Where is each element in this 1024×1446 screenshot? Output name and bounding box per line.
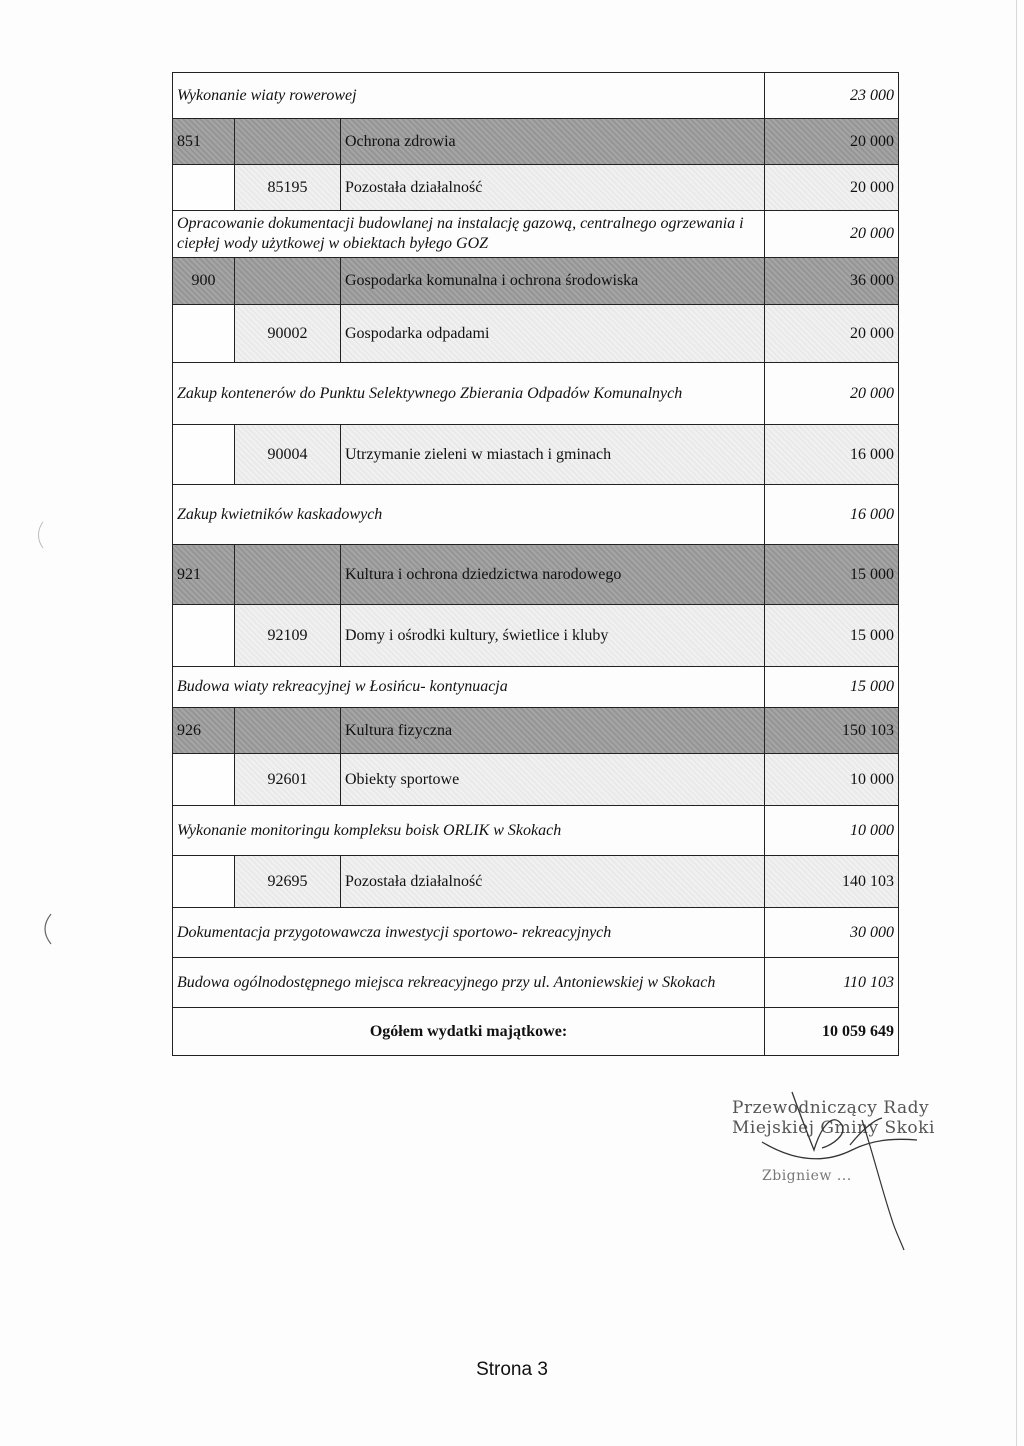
task-row [173, 363, 899, 425]
sub-name: Gospodarka odpadami [341, 305, 765, 363]
sub-amount: 20 000 [765, 305, 899, 363]
task-row [173, 806, 899, 856]
task-amount: 10 000 [765, 806, 899, 856]
section-code: 900 [173, 258, 235, 305]
sub-name: Utrzymanie zieleni w miastach i gminach [341, 425, 765, 485]
sub-amount: 140 103 [765, 856, 899, 908]
section-spacer [235, 545, 341, 605]
sub-spacer [173, 605, 235, 667]
section-name: Ochrona zdrowia [341, 119, 765, 165]
task-description: Zakup kontenerów do Punktu Selektywnego Zbierania Odpadów Komunalnych [173, 363, 765, 425]
task-row [173, 211, 899, 258]
scan-edge-line [1016, 0, 1017, 1446]
subsection-row [173, 605, 899, 667]
task-description: Wykonanie wiaty rowerowej [173, 73, 765, 119]
task-row [173, 667, 899, 708]
sub-code: 92695 [235, 856, 341, 908]
sub-code: 90002 [235, 305, 341, 363]
task-row [173, 958, 899, 1008]
section-code: 851 [173, 119, 235, 165]
sub-spacer [173, 754, 235, 806]
section-spacer [235, 119, 341, 165]
task-description: Dokumentacja przygotowawcza inwestycji sportowo- rekreacyjnych [173, 908, 765, 958]
sub-code: 85195 [235, 165, 341, 211]
section-row [173, 119, 899, 165]
total-amount: 10 059 649 [765, 1008, 899, 1056]
section-row [173, 545, 899, 605]
handwritten-signature [732, 1090, 932, 1260]
subsection-row [173, 856, 899, 908]
total-row [173, 1008, 899, 1056]
task-amount: 20 000 [765, 211, 899, 258]
task-description: Wykonanie monitoringu kompleksu boisk ORLIK w Skokach [173, 806, 765, 856]
section-amount: 15 000 [765, 545, 899, 605]
sub-amount: 20 000 [765, 165, 899, 211]
task-amount: 15 000 [765, 667, 899, 708]
stamp-council-line: Miejskiej Gminy Skoki [732, 1118, 935, 1138]
sub-name: Pozostała działalność [341, 165, 765, 211]
sub-code: 92601 [235, 754, 341, 806]
subsection-row [173, 425, 899, 485]
subsection-row [173, 305, 899, 363]
margin-mark [34, 520, 46, 550]
section-amount: 20 000 [765, 119, 899, 165]
section-name: Kultura i ochrona dziedzictwa narodowego [341, 545, 765, 605]
sub-spacer [173, 165, 235, 211]
section-spacer [235, 258, 341, 305]
sub-name: Domy i ośrodki kultury, świetlice i kluby [341, 605, 765, 667]
sub-amount: 16 000 [765, 425, 899, 485]
section-amount: 36 000 [765, 258, 899, 305]
stamp-title-line: Przewodniczący Rady [732, 1098, 930, 1118]
margin-mark [40, 912, 54, 946]
sub-code: 90004 [235, 425, 341, 485]
sub-amount: 15 000 [765, 605, 899, 667]
task-row [173, 73, 899, 119]
sub-spacer [173, 305, 235, 363]
section-name: Kultura fizyczna [341, 708, 765, 754]
task-row [173, 908, 899, 958]
sub-name: Obiekty sportowe [341, 754, 765, 806]
task-amount: 30 000 [765, 908, 899, 958]
section-amount: 150 103 [765, 708, 899, 754]
section-name: Gospodarka komunalna i ochrona środowiska [341, 258, 765, 305]
sub-spacer [173, 425, 235, 485]
subsection-row [173, 754, 899, 806]
task-amount: 110 103 [765, 958, 899, 1008]
task-description: Budowa ogólnodostępnego miejsca rekreacyjnego przy ul. Antoniewskiej w Skokach [173, 958, 765, 1008]
subsection-row [173, 165, 899, 211]
total-label: Ogółem wydatki majątkowe: [173, 1008, 765, 1056]
section-code: 926 [173, 708, 235, 754]
sub-spacer [173, 856, 235, 908]
council-chairman-stamp [732, 1090, 935, 1260]
stamp-name-line: Zbigniew ... [762, 1168, 852, 1184]
section-code: 921 [173, 545, 235, 605]
task-amount: 23 000 [765, 73, 899, 119]
task-row [173, 485, 899, 545]
section-row [173, 258, 899, 305]
section-row [173, 708, 899, 754]
expenditure-table [172, 72, 899, 1056]
task-description: Zakup kwietników kaskadowych [173, 485, 765, 545]
task-description: Opracowanie dokumentacji budowlanej na instalację gazową, centralnego ogrzewania i ciepłej wody użytkowej w obiektach byłego GOZ [173, 211, 765, 258]
page-number: Strona 3 [476, 1359, 548, 1380]
sub-amount: 10 000 [765, 754, 899, 806]
task-description: Budowa wiaty rekreacyjnej w Łosińcu- kontynuacja [173, 667, 765, 708]
sub-name: Pozostała działalność [341, 856, 765, 908]
sub-code: 92109 [235, 605, 341, 667]
section-spacer [235, 708, 341, 754]
task-amount: 20 000 [765, 363, 899, 425]
task-amount: 16 000 [765, 485, 899, 545]
